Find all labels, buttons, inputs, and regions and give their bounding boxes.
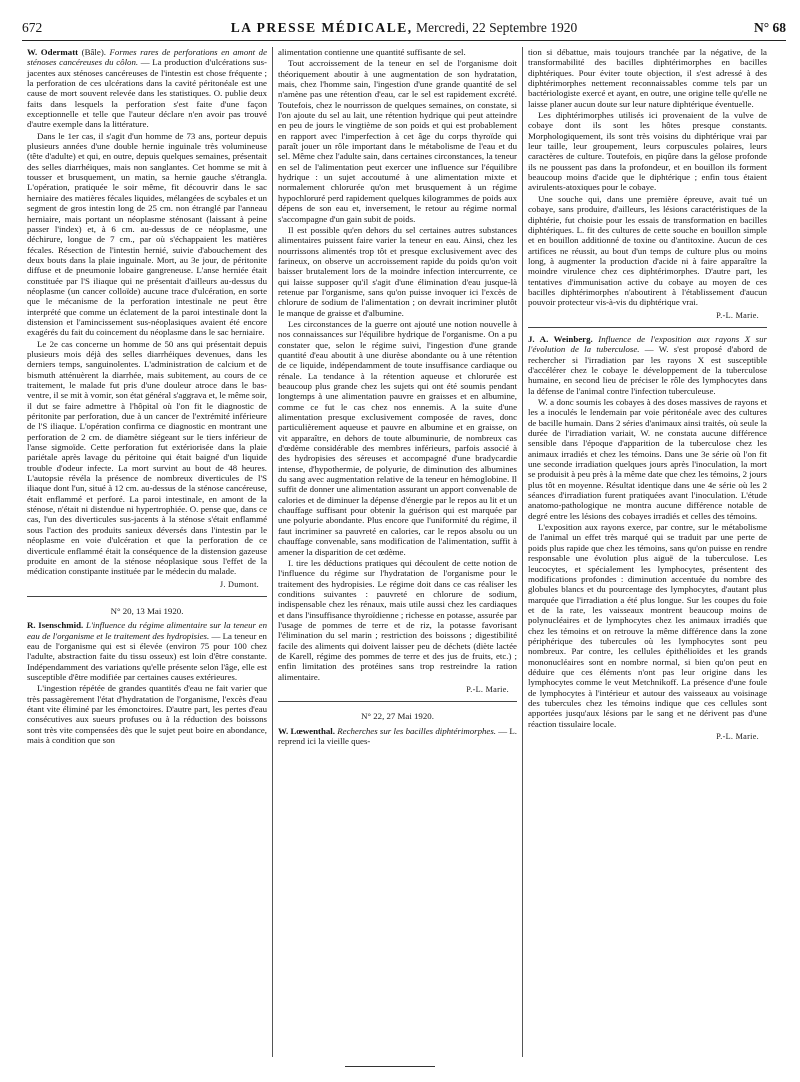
divider: [27, 596, 267, 597]
column-middle: [272, 47, 522, 1057]
author-place: (Bâle).: [78, 47, 110, 57]
page-header: [22, 14, 786, 41]
article-text: — La production d'ulcérations sus-jacentes aux sténoses cancéreuses de l'intestin est chose fréquente ; la perforation de ces ulcérations dans la cavité péritonéale est une cause de mort souvent relevée dans les statistiques. O. publie deux faits dans lesquels la perforation s'est faite d'une façon exceptionnelle et telle que l'auteur déclare n'en avoir pas trouvé d'autre exemple dans la littérature.: [27, 57, 268, 130]
paragraph: Une souche qui, dans une première épreuve, avait tué un cobaye, sans produire, d'ailleurs, les lésions caractéristiques de la diphtérie, fut choisie pour les essais de transformation en bacilles diphtériques. L. fit des cultures de cette souche en bouillon simple et en bouillon additionné de toxine ou d'antitoxine. Aucun de ces artifices ne réussit, au bout d'un temps de culture plus ou moins long, à augmenter la production d'acide ni à faire apparaître la moindre virulence chez ces diphtérimorphes. D'autre part, les tentatives d'immunisation active du cobaye au moyen de ces bacilles diphtérimorphes n'aboutirent à l'établissement d'aucun pouvoir protecteur vis-à-vis du diphtérique vrai.: [528, 193, 767, 308]
article-loewenthal: [278, 726, 517, 747]
article-author: W. Odermatt: [27, 47, 79, 57]
paragraph: L'exposition aux rayons exerce, par contre, sur le métabolisme de l'animal un effet très marqué qui se traduit par une perte de poids plus rapide que chez les témoins, sans qu'on puisse en rendre responsable une évolution plus aiguë de la tuberculose. Les leucocytes, et spécialement les lymphocytes, présentent des modifications profondes : diminution accentuée du nombre des globules blancs et du pourcentage des lymphocytes, d'autant plus marquée que l'irradiation a été plus longue. Sur les coupes du foie et de la rate, les vaisseaux montrent beaucoup moins de polynucléaires et de lymphocytes chez les animaux irradiés que chez les témoins et on retrouve la même différence dans la zone périphérique des tubercules où les lymphocytes sont peu nombreux. Par contre, les cellules épithélioïdes et les grands mononucléaires sont en nombre normal, si bien qu'on peut en déduire que ces éléments n'ont pas leur origine dans les lymphocytes comme le veut Metchnikoff. La présence d'une foule de lymphocytes à l'intérieur et autour des vaisseaux au voisinage des tubercules chez les témoins indique que ces cellules sont apportées jusqu'aux lésions par le sang et ne dérivent pas d'une réaction tissulaire locale.: [528, 522, 767, 729]
column-left: [22, 47, 272, 1057]
divider: [278, 701, 517, 702]
article-author: W. Lœwenthal.: [278, 725, 335, 736]
signature: P.-L. Marie.: [716, 732, 759, 741]
paragraph: Les diphtérimorphes utilisés ici provenaient de la vulve de cobaye dont ils sont les hôtes presque constants. Morphologiquement, ils sont très voisins du diphtérique vrai par leur taille, leur groupement, leurs corpuscules polaires, leurs caractères de culture. Toutefois, en piqûre dans la gélose profonde ils ne poussent pas dans la profondeur, et en bouillon ils forment beaucoup moins d'acide que le diphtérique ; enfin tous étaient avirulents-atoxiques pour le cobaye.: [528, 110, 767, 193]
paragraph: Le 2e cas concerne un homme de 50 ans qui présentait depuis plusieurs mois déjà des selles diarrhéiques devenues, dans les derniers temps, sanguinolentes. L'administration de calcium et de bismuth atténuèrent la diarrhée, mais subitement, au cours de ce traitement, le malade fut pris d'une douleur atroce dans le bas-ventre, il se mit à vomir, son état général s'aggrava et, le même soir, il dut se faire admettre à l'hôpital où l'on fit le diagnostic de péritonite par perforation, due à un cancer de l'extrémité inférieure de l'S iliaque. L'opération confirma ce diagnostic en montrant une perforation de 2 cm. de diamètre siégeant sur le tiers inférieur de l'anse sigmoïde. Cette perforation fut extériorisée dans la plaie pariétale après lavage du péritoine qui était baigné d'un liquide trouble d'odeur infecte. La mort survint au bout de 48 heures. L'autopsie révéla la présence de nombreux diverticules de l'S iliaque dont l'un, situé à 12 cm. au-dessus de la sténose cancéreuse, était enflammé et perforé. La paroi intestinale, en amont de la sténose, n'était ni distendue ni hypertrophiée. O. pense que, dans ce cas, l'un des diverticules sus-jacents à la sténose s'était enflammé sous l'action des produits sanieux déversés dans l'intestin par le néoplasme en voie d'ulcération et que la perforation de ce diverticule enflammé était la conséquence de la distension gazeuse produite en amont de la sténose néoplasique sous l'effet de la médication constipante instituée par le médecin du malade.: [27, 338, 267, 577]
article-title: L'influence du régime alimentaire sur la teneur en eau de l'organisme et le traitement des hydropisies.: [27, 620, 267, 641]
journal-name: LA PRESSE MÉDICALE,: [230, 20, 413, 35]
signature: P.-L. Marie.: [466, 684, 509, 694]
article-title: Recherches sur les bacilles diphtérimorphes.: [334, 725, 497, 736]
column-right: [522, 47, 772, 1057]
article-title: Formes rares de perforations en amont de sténoses cancéreuses du côlon.: [27, 47, 268, 68]
section-date: N° 20, 13 Mai 1920.: [110, 605, 184, 616]
divider: [528, 327, 767, 328]
issue-date: Mercredi, 22 Septembre 1920: [416, 20, 578, 35]
paragraph: tion si débattue, mais toujours tranchée par la négative, de la transformabilité des bacilles diphtérimorphes en bacilles diphtériques. Pour éviter toute objection, il s'est adressé à des diphtérimorphes nettement reconnaissables comme tels par un bactériologiste exercé et ayant, en outre, une origine telle qu'elle ne laisse planer aucun doute sur leur nature diphtérique éventuelle.: [528, 47, 767, 109]
issue-number: N° 68: [753, 20, 786, 35]
paragraph: L'ingestion répétée de grandes quantités d'eau ne fait varier que très passagèrement l'état d'hydratation de l'organisme, l'excès d'eau étant vite éliminé par les émonctoires. D'autre part, les pertes d'eau consécutives aux sueurs profuses ou à la réduction des boissons sont très vite compensées dès que le sujet peut boire en abondance, mais à condition que son: [27, 683, 267, 745]
article-odermatt: [27, 47, 267, 130]
page-number: 672: [22, 20, 43, 35]
paragraph: alimentation contienne une quantité suffisante de sel.: [278, 47, 466, 57]
article-isenschmid: [27, 620, 267, 682]
article-text: — L. reprend ici la vieille ques-: [278, 725, 517, 746]
signature: J. Dumont.: [219, 579, 259, 589]
paragraph: I. tire les déductions pratiques qui découlent de cette notion de l'influence du régime sur l'hydratation de l'organisme pour le traitement des hydropisies. Le régime doit dans ce cas réaliser les conditions suivantes : pauvreté en chlorure de sodium, indispensable chez les rénaux, mais utile aussi chez les cardiaques et dans l'insuffisance thyroïdienne ; richesse en potasse, assurée par l'usage de pommes de terre et de riz, la potasse favorisant l'élimination du sel marin ; restriction des boissons ; digestibilité facile des aliments qui doivent laisser peu de déchets (diète lactée de Karell, régime des pommes de terre et des jus de fruits, etc.) ; enfin limitation des protéines sans trop restreindre la ration alimentaire.: [278, 557, 517, 682]
end-rule: [345, 1066, 435, 1067]
paragraph: W. a donc soumis les cobayes à des doses massives de rayons et les a inoculés le lendemain par voie péritonéale avec des cultures de bacille humain. Dans 2 séries d'animaux ainsi traités, où seule la durée de l'irradiation variait, W. ne constata aucune différence sensible dans l'époque d'apparition de la tuberculose chez les animaux irradiés et chez les témoins. Dans une 3e série où l'on fit une seconde irradiation quelques jours après l'inoculation, la mort se produisit à peu près à la même date que chez les témoins, 2 jours plus tôt en moyenne. Résultat identique dans une 4e série où les 2 séances d'irradiation furent pratiquées avant l'inoculation. L'étude anatomo-pathologique ne montra aucune différence notable de degré entre les lésions des cobayes irradiés et celles des témoins.: [528, 397, 767, 521]
article-author: J. A. Weinberg.: [528, 333, 593, 344]
section-date: N° 22, 27 Mai 1920.: [361, 711, 434, 722]
paragraph: Dans le 1er cas, il s'agit d'un homme de 73 ans, porteur depuis plusieurs années d'une double hernie inguinale très volumineuse (tête d'adulte) et qui, en outre, depuis quelques semaines, présentait des selles diarrhéiques, mais non sanglantes. Cet homme se mit à tousser et brusquement, un matin, sa hernie gauche s'étrangla. L'opération, pratiquée le soir même, fit découvrir dans le sac herniaire des matières fécales liquides, mélangées de scybales et un segment de gros intestin long de 25 cm. non étranglé par l'anneau herniaire, mais portant un néoplasme sténosant (laissant à peine passer l'index) et, à 6 cm. au-dessus de ce néoplasme, une déchirure, longue de 7 cm., par où s'échappaient les matières fécales. Résection de l'intestin hernié, suivie d'abouchement des deux bouts dans la plaie inguinale. Mort, au 3e jour, de péritonite diffuse et de pneumonie lobaire gangreneuse. L'anse herniée était constituée par l'S iliaque qui ne présentait d'ailleurs au-dessus du néoplasme (un cancer colloïde) aucune trace d'ulcération, en sorte que le mécanisme de la perforation intestinale ne peut être interprété que comme un éclatement de la paroi intestinale dont la distension et l'amincissement sus-néoplasiques avaient été encore exagérés du fait du coincement du néoplasme dans le sac herniaire.: [27, 130, 267, 338]
article-text: — La teneur en eau de l'organisme qui est si élevée (environ 75 pour 100 chez l'adulte, abstraction faite du tissu osseux) est loin d'être constante. Indépendamment des variations qu'elle présente selon l'âge, elle est susceptible d'être modifiée par certaines causes extérieures.: [27, 630, 267, 682]
article-title: Influence de l'exposition aux rayons X sur l'évolution de la tuberculose.: [528, 333, 767, 355]
article-weinberg: [528, 334, 767, 396]
paragraph: Les circonstances de la guerre ont ajouté une notion nouvelle à nos connaissances sur l'équilibre hydrique de l'organisme. On a pu constater que, selon le régime suivi, l'ingestion d'une grande quantité d'eau aboutit à une diurèse abondante ou à une rétention de ce liquide, indépendamment de toute insuffisance cardiaque ou rénale. La tendance à la rétention aqueuse et chlorurée est beaucoup plus grande chez les sujets qui ont été soumis pendant longtemps à une alimentation pauvre en graisses et en albumine, comme ce fut le cas chez nos ennemis. A la suite d'une alimentation presque exclusivement composée de raves, donc particulièrement aqueuse et pauvre en albumine et en graisse, on vit apparaître, en dehors de toute albuminurie, de nombreux cas d'œdème considérable des membres inférieurs, parfois associé à des hydropisies des séreuses et accompagné d'une bradycardie intense, d'hypothermie, de polyurie, de diminution des albumines du sang avec augmentation relative de la teneur en hémoglobine. Il suffit de donner une alimentation assurant un apport convenable de calories et de diminuer la dépense d'énergie par le repos au lit et un chauffage suffisant pour obtenir la guérison qui est marquée par une polyurie abondante. Plus encore que l'uniformité du régime, il faut incriminer sa pauvreté en calories, car le repos absolu ou un chauffage convenable, sans modification de l'alimentation, suffit à amener la disparition de cet œdème.: [278, 318, 517, 557]
article-text: — W. s'est proposé d'abord de rechercher si l'irradiation par les rayons X est susceptible d'accélérer chez le cobaye le développement de la tuberculose humaine, en second lieu de préciser le rôle des lymphocytes dans la défense de l'animal contre l'infection tuberculeuse.: [528, 344, 767, 396]
header-title: [22, 20, 786, 36]
article-author: R. Isenschmid.: [27, 620, 84, 631]
paragraph: Tout accroissement de la teneur en sel de l'organisme doit théoriquement aboutir à une augmentation de son hydratation, mais, chez l'homme sain, l'ingestion d'une grande quantité de sel n'amène pas une rétention d'eau, car le sel est rapidement excrété. Toutefois, chez le nourrisson de quelques semaines, on constate, si l'on ajoute du sel au lait, une rétention hydrique qui peut atteindre en peu de jours le vingtième de son poids et qui est probablement en rapport avec l'imperfection à cet âge du corps thyroïde qui paraît jouer un rôle important dans le métabolisme de l'eau et du sel. Même chez l'adulte sain, dans certaines circonstances, la teneur en sel de l'alimentation peut exercer une influence sur l'équilibre hydrique : un sujet accoutumé à une alimentation mixte et normalement chlorurée qu'on met brusquement à un régime hypochloruré perd rapidement quelques kilogrammes de poids aux dépens de son eau et, inversement, le retour au régime normal s'accompagne d'un gain subit de poids.: [278, 58, 517, 224]
article-columns: [22, 47, 786, 1057]
signature: P.-L. Marie.: [716, 310, 759, 320]
paragraph: Il est possible qu'en dehors du sel certaines autres substances alimentaires puissent faire varier la teneur en eau. Ainsi, chez les nourrissons alimentés trop tôt et presque exclusivement avec des farineux, on observe un accroissement rapide du poids qu'on voit baisser brutalement lors de la moindre infection intercurrente, ce qui laisse supposer qu'il s'agit d'une élimination d'eau jusque-là retenue par l'organisme, sans qu'on puisse invoquer ici l'excès de chlorure de sodium de l'alimentation ; on devrait incriminer plutôt le manque de graisse et d'albumine.: [278, 224, 517, 318]
